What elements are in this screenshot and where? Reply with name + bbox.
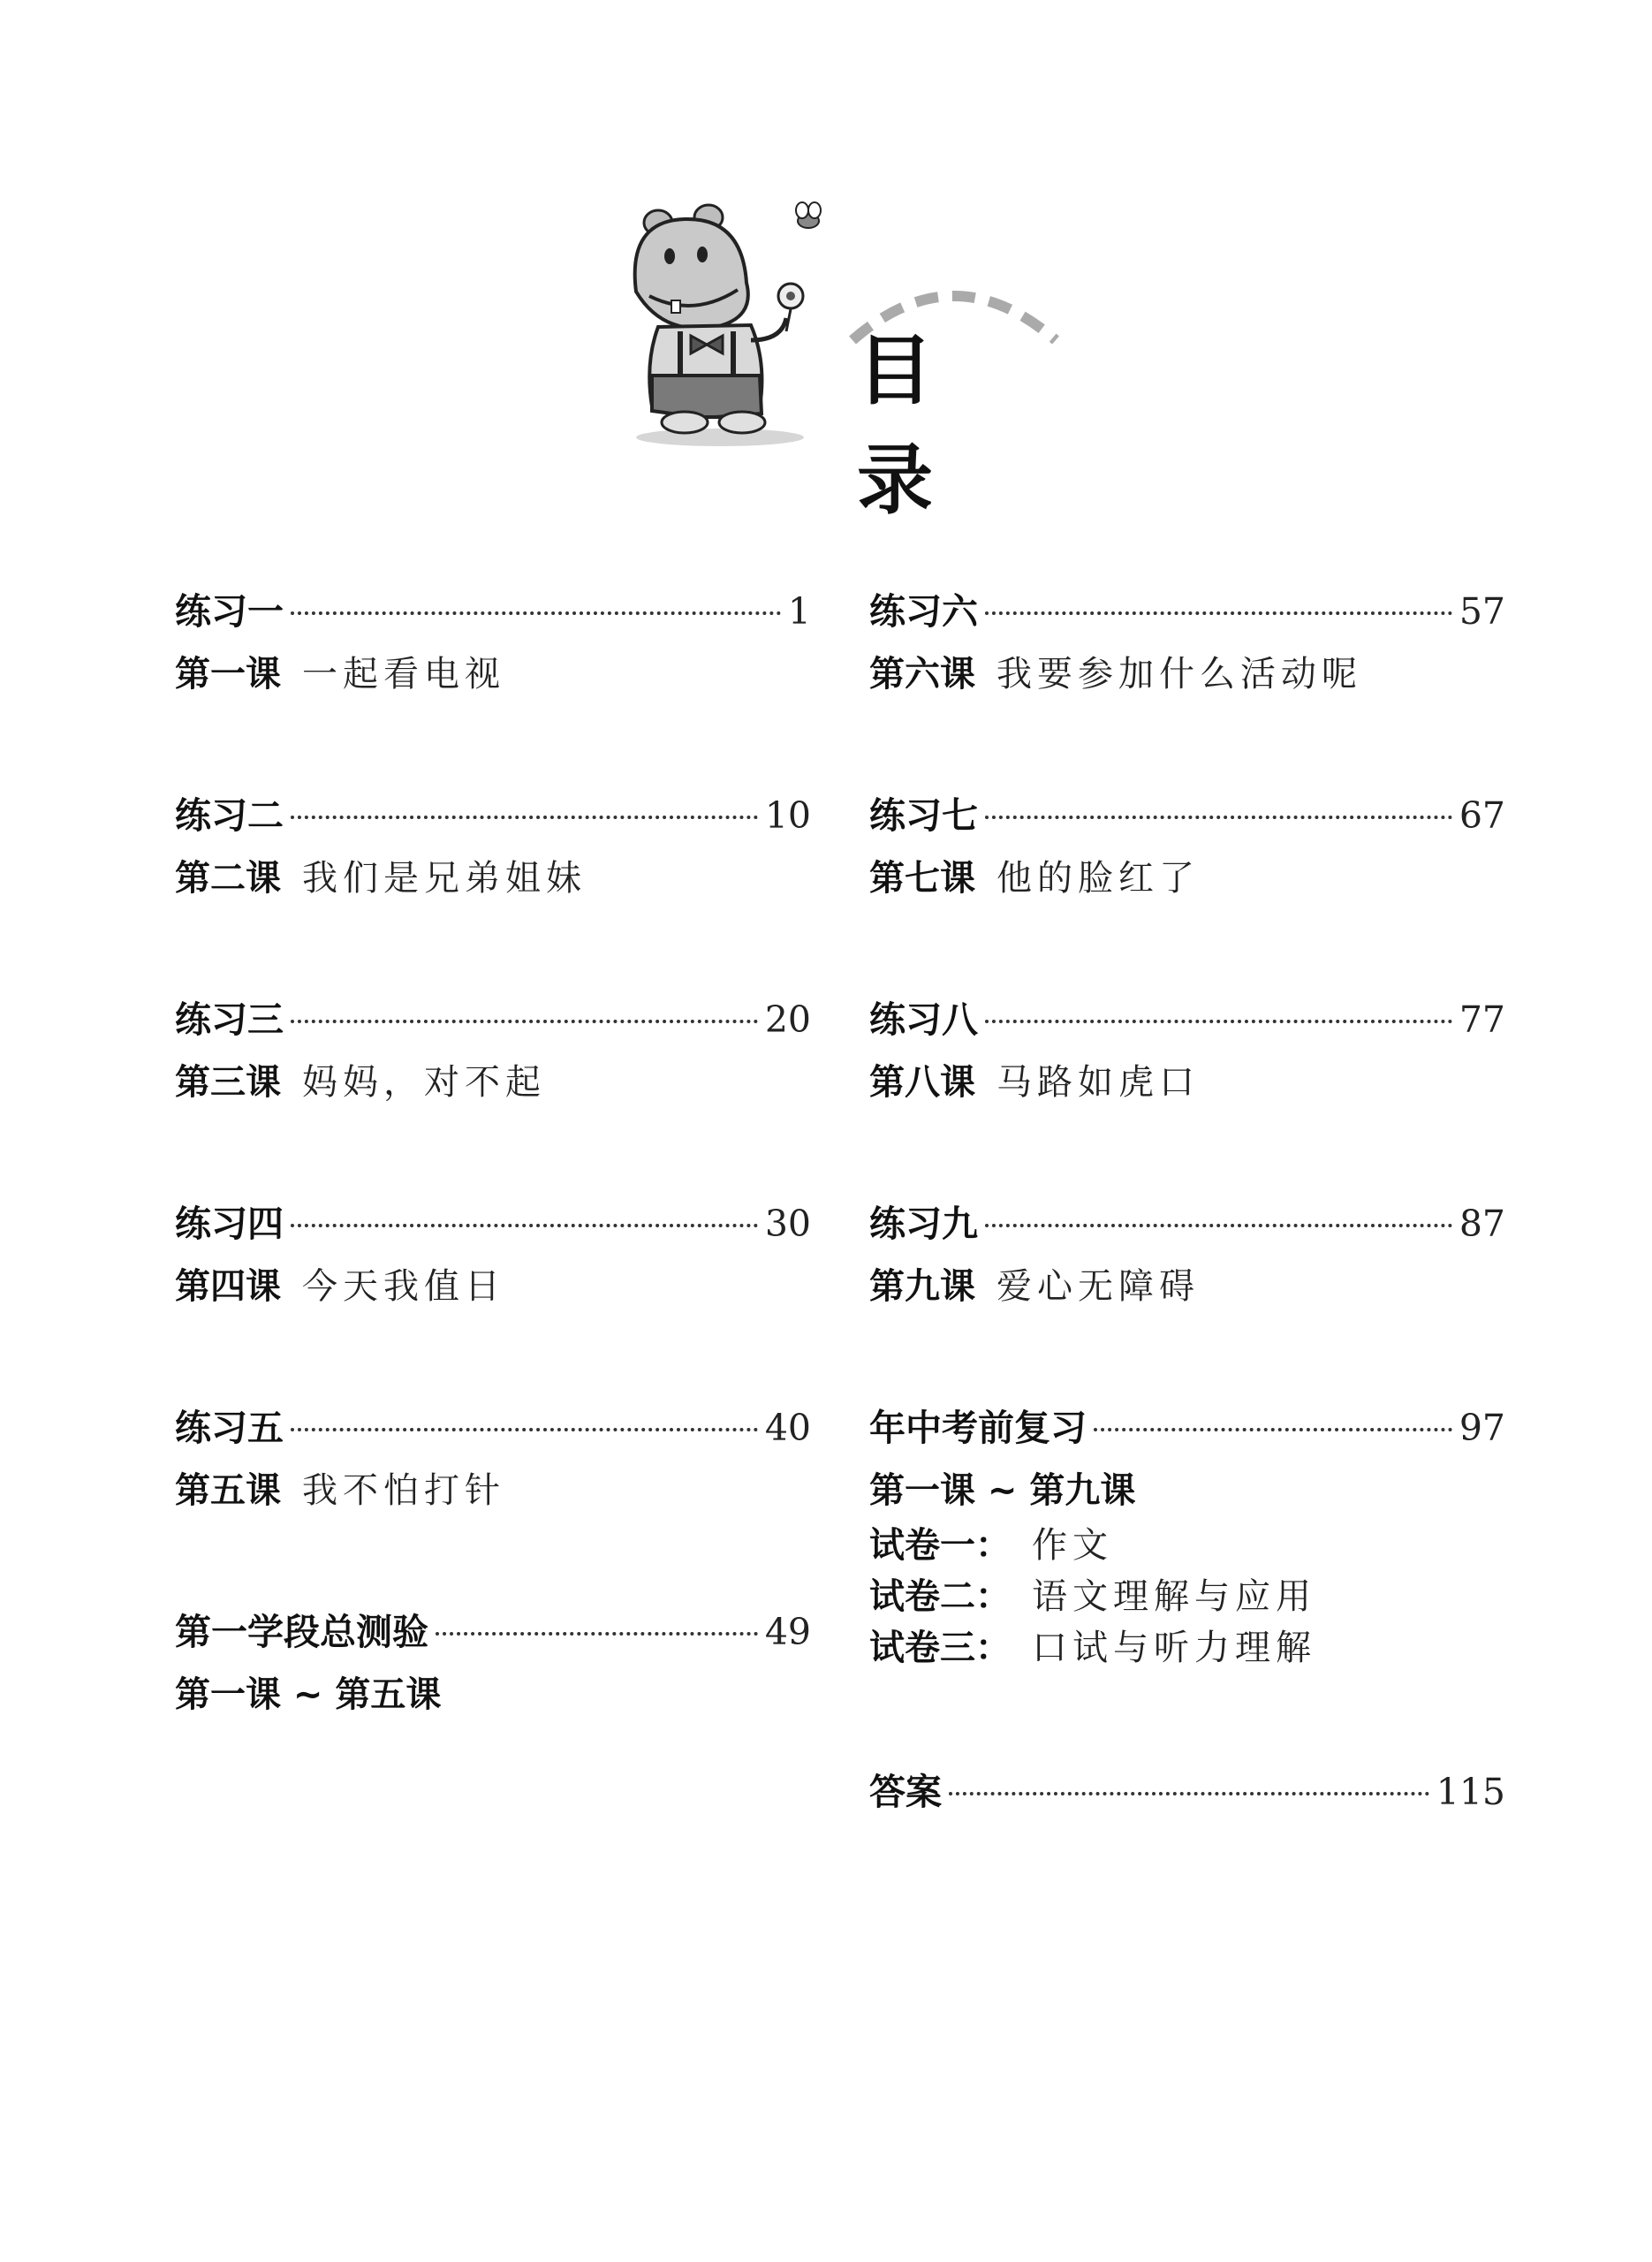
entry-title: 练习二 — [175, 794, 284, 837]
lesson-title: 妈妈，对不起 — [302, 1062, 546, 1103]
lesson-label: 第三课 — [175, 1062, 281, 1103]
hippo-mascot-icon — [610, 186, 830, 451]
dot-leader — [985, 1020, 1452, 1023]
lesson-title: 爱心无障碍 — [997, 1266, 1200, 1307]
entry-title: 练习五 — [175, 1407, 284, 1449]
entry-title: 练习九 — [869, 1203, 978, 1245]
toc-entry[interactable] — [869, 1764, 1505, 1820]
page-number: 20 — [764, 998, 811, 1041]
entry-title: 年中考前复习 — [869, 1407, 1087, 1449]
dot-leader — [291, 1020, 758, 1023]
entry-title: 练习一 — [175, 590, 284, 633]
toc-entry[interactable] — [869, 1400, 1505, 1674]
dot-leader — [1094, 1428, 1452, 1431]
dot-leader — [291, 1224, 758, 1227]
dot-leader — [985, 611, 1452, 615]
paper-label: 试卷三： — [869, 1628, 1011, 1668]
page-number: 67 — [1459, 794, 1505, 837]
dot-leader — [291, 611, 781, 615]
entry-title: 练习三 — [175, 998, 284, 1041]
lesson-title: 我不怕打针 — [302, 1470, 505, 1511]
toc-entry[interactable] — [175, 787, 811, 907]
page-number: 10 — [764, 794, 811, 837]
toc-entry[interactable] — [869, 583, 1505, 703]
entry-title: 第一学段总测验 — [175, 1611, 428, 1653]
toc-entry[interactable] — [869, 787, 1505, 907]
entry-title: 答案 — [869, 1771, 942, 1813]
lesson-label: 第四课 — [175, 1266, 281, 1307]
lesson-label: 第七课 — [869, 858, 975, 899]
paper-title: 语文理解与应用 — [1032, 1576, 1316, 1617]
toc-entry[interactable] — [175, 583, 811, 703]
page-title: 目 录 — [857, 327, 966, 525]
lesson-label: 第五课 — [175, 1470, 281, 1511]
dot-leader — [436, 1632, 758, 1636]
dot-leader — [985, 816, 1452, 819]
page-number: 97 — [1459, 1407, 1505, 1449]
page-number: 77 — [1459, 998, 1505, 1041]
toc-entry[interactable] — [175, 1196, 811, 1316]
lesson-range: 第一课 ~ 第九课 — [869, 1470, 1136, 1511]
lesson-label: 第一课 — [175, 654, 281, 695]
toc-entry[interactable] — [175, 1604, 811, 1724]
paper-label: 试卷一： — [869, 1525, 1011, 1566]
page-number: 57 — [1459, 590, 1505, 633]
entry-title: 练习八 — [869, 998, 978, 1041]
paper-title: 作文 — [1032, 1525, 1113, 1566]
dot-leader — [985, 1224, 1452, 1227]
entry-title: 练习六 — [869, 590, 978, 633]
dot-leader — [291, 1428, 758, 1431]
lesson-label: 第二课 — [175, 858, 281, 899]
lesson-range: 第一课 ~ 第五课 — [175, 1674, 442, 1715]
entry-title: 练习七 — [869, 794, 978, 837]
dot-leader — [949, 1792, 1429, 1795]
lesson-title: 我要参加什么活动呢 — [997, 654, 1362, 695]
lesson-label: 第八课 — [869, 1062, 975, 1103]
lesson-title: 我们是兄弟姐妹 — [302, 858, 587, 899]
lesson-title: 一起看电视 — [302, 654, 505, 695]
toc-entry[interactable] — [175, 1400, 811, 1520]
entry-title: 练习四 — [175, 1203, 284, 1245]
page-number: 49 — [764, 1611, 811, 1653]
toc-header — [601, 177, 1113, 525]
page-number: 115 — [1436, 1771, 1505, 1813]
toc-entry[interactable] — [175, 991, 811, 1112]
lesson-label: 第六课 — [869, 654, 975, 695]
toc-entry[interactable] — [869, 991, 1505, 1112]
page-number: 30 — [764, 1203, 811, 1245]
lesson-title: 马路如虎口 — [997, 1062, 1200, 1103]
paper-label: 试卷二： — [869, 1576, 1011, 1617]
lesson-title: 今天我值日 — [302, 1266, 505, 1307]
page-number: 40 — [764, 1407, 811, 1449]
page-number: 87 — [1459, 1203, 1505, 1245]
lesson-label: 第九课 — [869, 1266, 975, 1307]
paper-title: 口试与听力理解 — [1032, 1628, 1316, 1668]
page-number: 1 — [787, 590, 811, 633]
toc-entry[interactable] — [869, 1196, 1505, 1316]
dot-leader — [291, 816, 758, 819]
lesson-title: 他的脸红了 — [997, 858, 1200, 899]
